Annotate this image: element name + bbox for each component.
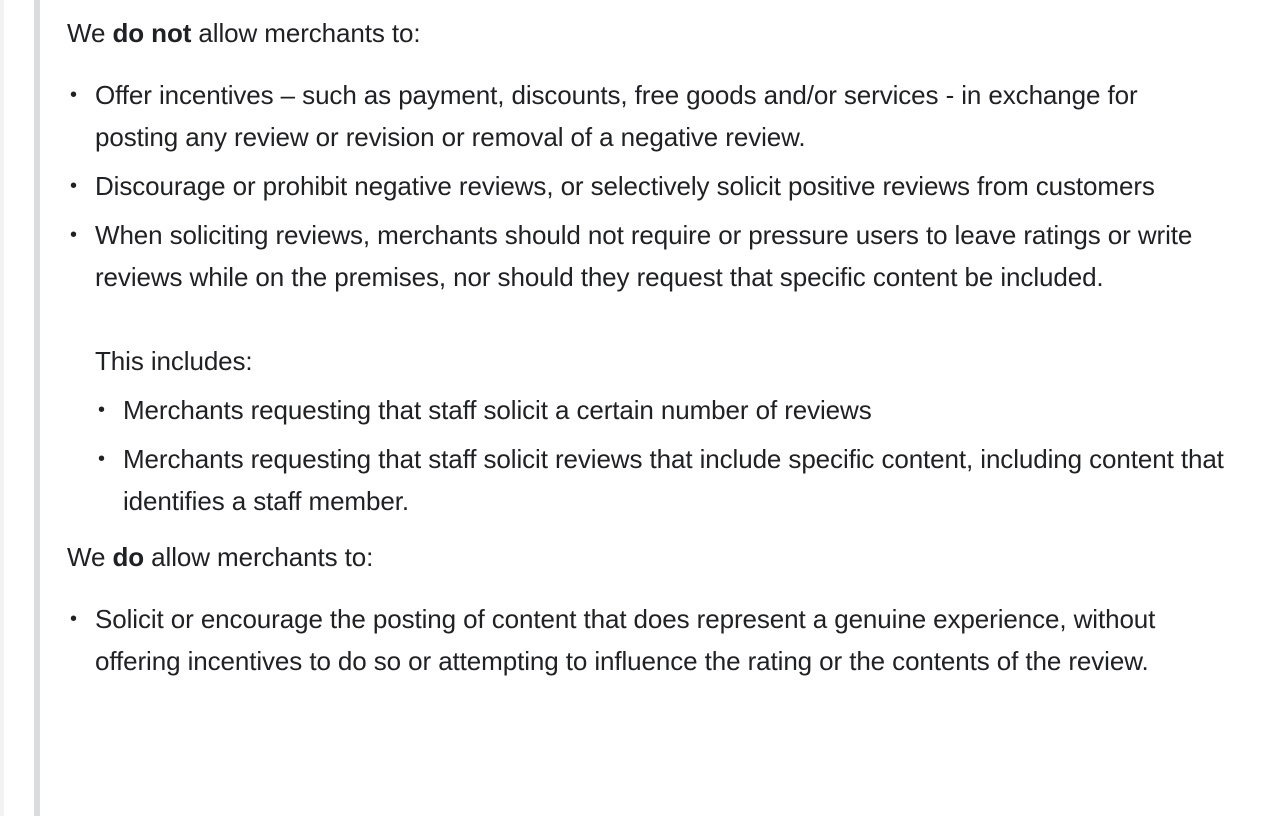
- list-item: • Solicit or encourage the posting of content that does represent a genuine experience, without offering incentives to do so or attempting to influence the rating or the contents of the review.: [67, 598, 1227, 682]
- list-item: • Discourage or prohibit negative reviews, or selectively solicit positive reviews from customers: [67, 165, 1227, 207]
- sub-list-item: • Merchants requesting that staff solicit a certain number of reviews: [95, 389, 1227, 431]
- policy-content: [67, 12, 1227, 692]
- intro-allowed: [67, 536, 1227, 578]
- includes-label: This includes:: [95, 346, 253, 376]
- allowed-list: [67, 598, 1227, 682]
- intro-not-allowed: [67, 12, 1227, 54]
- intro-do-bold: do: [112, 542, 145, 572]
- list-item-text: When soliciting reviews, merchants should not require or pressure users to leave ratings or write reviews while on the premises, nor should they request that specific content be included.: [95, 220, 1193, 292]
- intro-do-prefix: We: [67, 542, 113, 572]
- intro-not-prefix: We: [67, 18, 113, 48]
- intro-do-suffix: allow merchants to:: [144, 542, 374, 572]
- sub-list-item: • Merchants requesting that staff solicit reviews that include specific content, including content that identifies a staff member.: [95, 438, 1227, 522]
- intro-not-suffix: allow merchants to:: [191, 18, 421, 48]
- list-item: • Offer incentives – such as payment, discounts, free goods and/or services - in exchange for posting any review or revision or removal of a negative review.: [67, 74, 1227, 158]
- quote-bar: [34, 0, 40, 816]
- left-sidebar-border: [0, 0, 36, 816]
- list-item: [67, 214, 1227, 522]
- not-allowed-list: [67, 74, 1227, 522]
- intro-not-bold: do not: [112, 18, 192, 48]
- includes-list: [95, 389, 1227, 522]
